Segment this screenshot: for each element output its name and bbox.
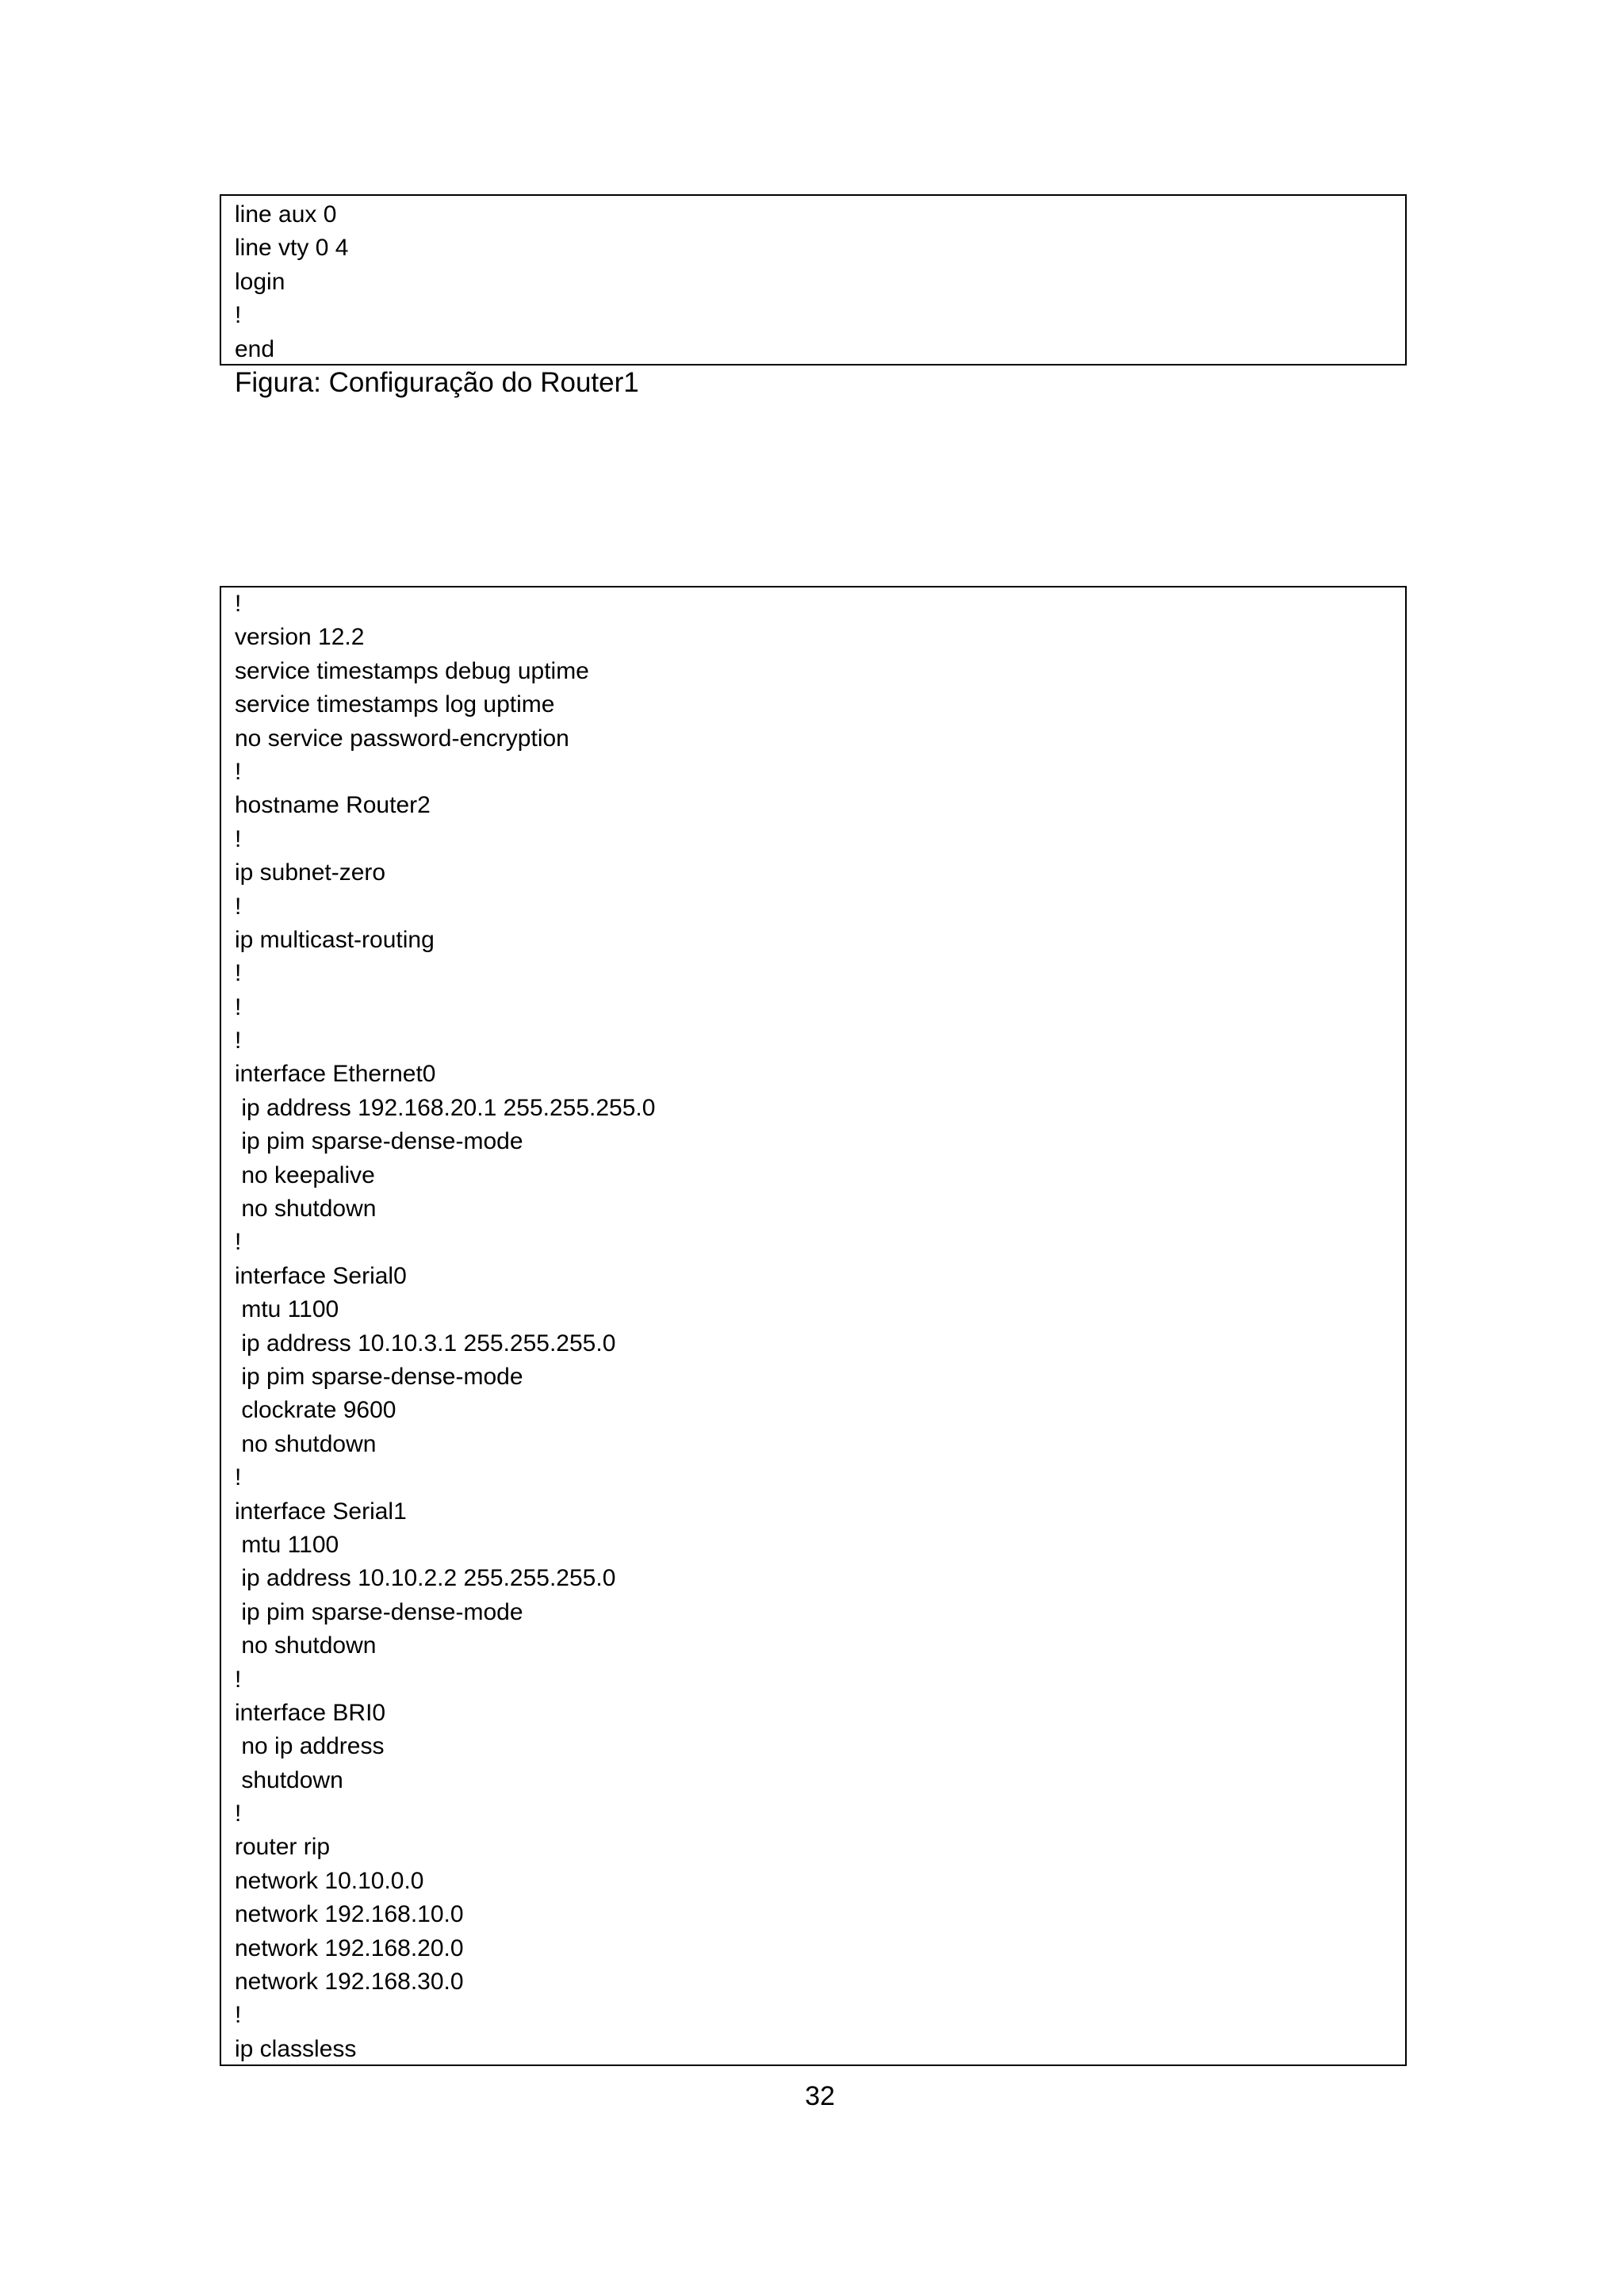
config-line: clockrate 9600 xyxy=(235,1397,396,1424)
config-line: ip pim sparse-dense-mode xyxy=(235,1363,523,1390)
config-line: ! xyxy=(235,302,242,329)
config-line: ip address 10.10.3.1 255.255.255.0 xyxy=(235,1330,616,1357)
config-line: no shutdown xyxy=(235,1632,377,1659)
config-line: ! xyxy=(235,893,242,920)
config-line: ! xyxy=(235,1027,242,1054)
config-line: ! xyxy=(235,758,242,785)
config-line: ! xyxy=(235,1666,242,1693)
config-line: ip address 192.168.20.1 255.255.255.0 xyxy=(235,1094,656,1121)
config-line: ip subnet-zero xyxy=(235,859,386,886)
config-line: ! xyxy=(235,825,242,852)
config-line: ! xyxy=(235,1800,242,1827)
config-line: no ip address xyxy=(235,1733,385,1760)
config-line: network 192.168.20.0 xyxy=(235,1934,464,1961)
router2-config-box xyxy=(220,586,1407,2066)
router1-config-box xyxy=(220,194,1407,365)
config-line: ip classless xyxy=(235,2035,357,2062)
config-line: ! xyxy=(235,591,242,617)
page-number: 32 xyxy=(805,2081,835,2111)
config-line: router rip xyxy=(235,1834,331,1861)
config-line: service timestamps log uptime xyxy=(235,691,555,718)
config-line: no keepalive xyxy=(235,1161,375,1188)
config-line: shutdown xyxy=(235,1766,343,1793)
config-line: ! xyxy=(235,2002,242,2029)
config-line: hostname Router2 xyxy=(235,792,431,819)
config-line: end xyxy=(235,335,275,362)
config-line: mtu 1100 xyxy=(235,1531,339,1558)
config-line: version 12.2 xyxy=(235,624,365,651)
config-line: line vty 0 4 xyxy=(235,235,349,262)
config-line: line aux 0 xyxy=(235,201,337,228)
config-line: no shutdown xyxy=(235,1430,377,1457)
config-line: ! xyxy=(235,993,242,1020)
config-line: interface Serial1 xyxy=(235,1498,407,1525)
config-line: no service password-encryption xyxy=(235,725,569,752)
config-line: mtu 1100 xyxy=(235,1296,339,1323)
config-line: ip multicast-routing xyxy=(235,926,435,953)
config-line: no shutdown xyxy=(235,1196,377,1223)
config-line: interface Ethernet0 xyxy=(235,1061,436,1088)
config-line: ip pim sparse-dense-mode xyxy=(235,1598,523,1625)
config-line: interface BRI0 xyxy=(235,1699,386,1726)
config-line: ! xyxy=(235,1464,242,1491)
config-line: ! xyxy=(235,1229,242,1256)
config-line: service timestamps debug uptime xyxy=(235,657,589,684)
config-line: network 192.168.30.0 xyxy=(235,1969,464,1996)
config-line: ip address 10.10.2.2 255.255.255.0 xyxy=(235,1565,616,1592)
config-line: login xyxy=(235,268,285,295)
config-line: network 192.168.10.0 xyxy=(235,1901,464,1928)
figure-caption: Figura: Configuração do Router1 xyxy=(235,367,639,398)
config-line: ip pim sparse-dense-mode xyxy=(235,1128,523,1155)
config-line: ! xyxy=(235,960,242,987)
config-line: network 10.10.0.0 xyxy=(235,1867,424,1894)
config-line: interface Serial0 xyxy=(235,1262,407,1289)
